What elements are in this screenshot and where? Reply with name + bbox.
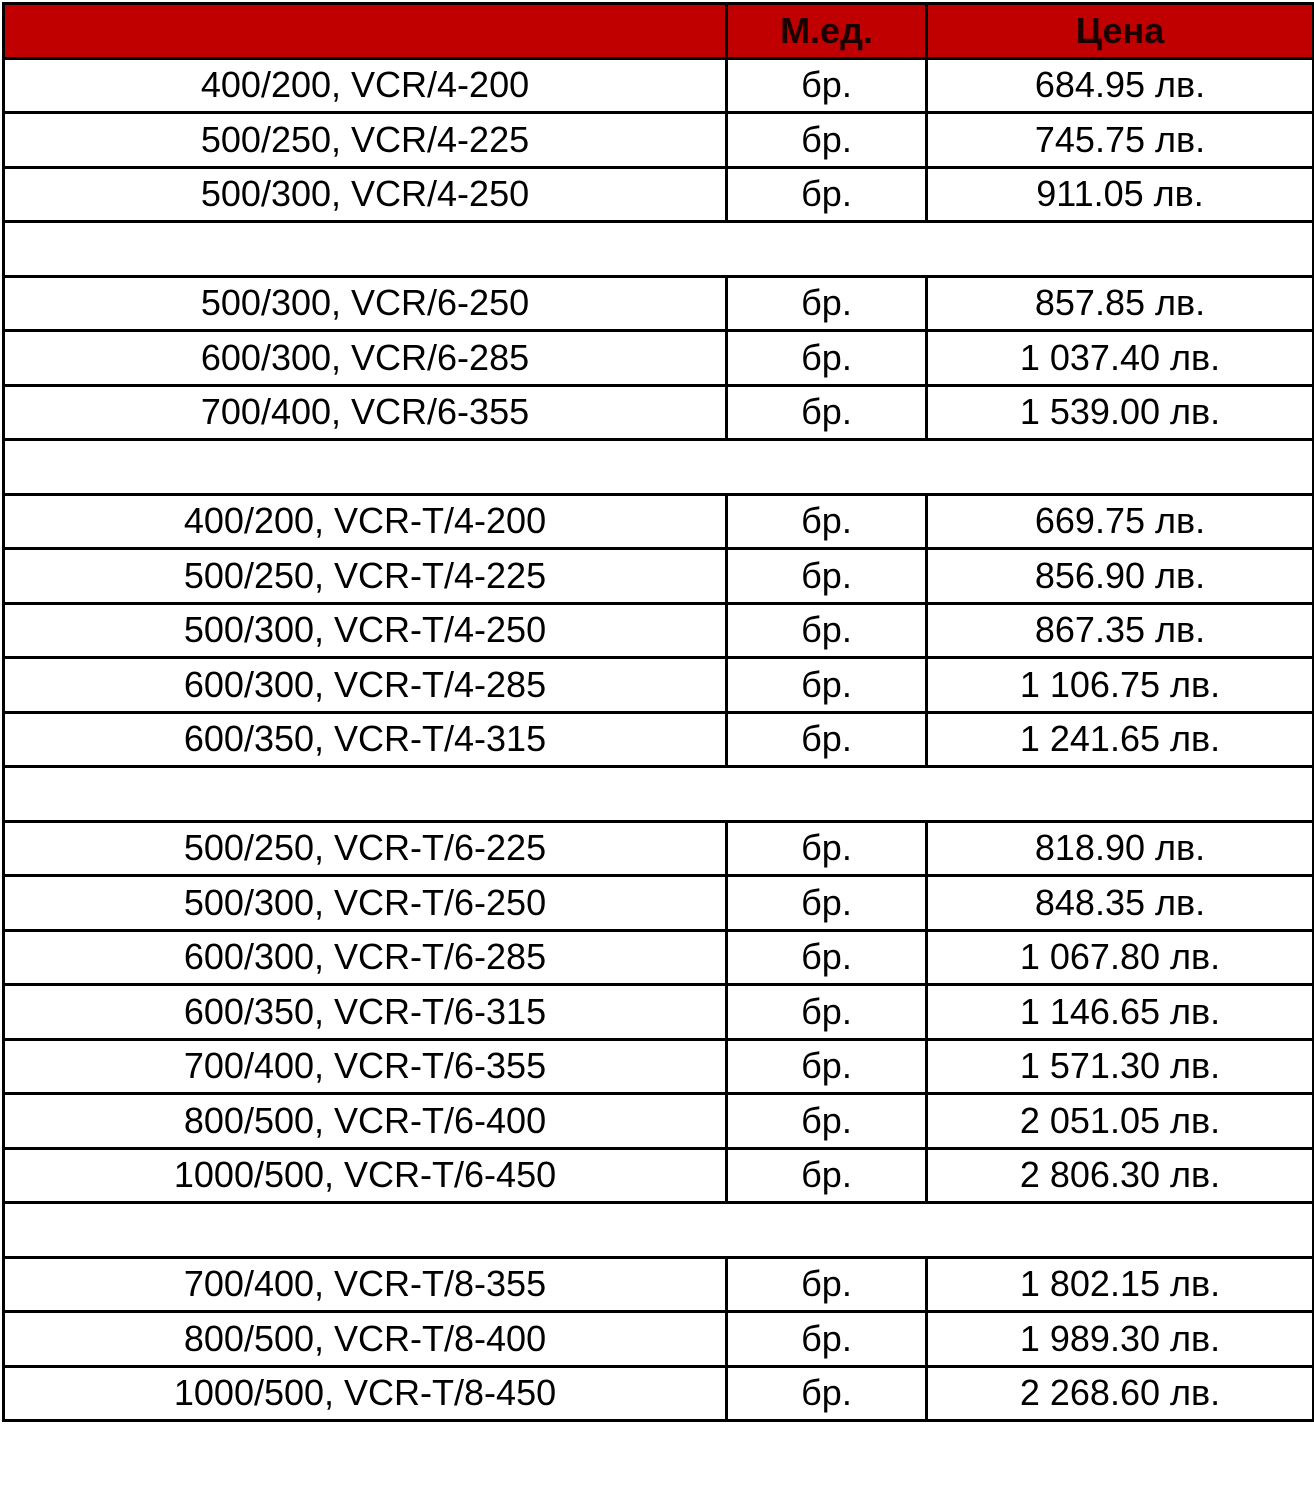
- spacer-row: [4, 222, 1314, 277]
- cell-unit: бр.: [727, 494, 927, 549]
- cell-product: 700/400, VCR-T/8-355: [4, 1257, 727, 1312]
- cell-product: 600/350, VCR-T/4-315: [4, 712, 727, 767]
- table-row: [4, 1366, 1314, 1421]
- cell-product: 500/300, VCR/6-250: [4, 276, 727, 331]
- table-row: [4, 58, 1314, 113]
- cell-unit: бр.: [727, 385, 927, 440]
- cell-price: 1 037.40 лв.: [927, 331, 1314, 386]
- cell-product: 500/250, VCR-T/6-225: [4, 821, 727, 876]
- spacer-row: [4, 767, 1314, 822]
- cell-unit: бр.: [727, 1312, 927, 1367]
- table-row: [4, 821, 1314, 876]
- cell-product: 700/400, VCR-T/6-355: [4, 1039, 727, 1094]
- cell-price: 745.75 лв.: [927, 113, 1314, 168]
- spacer-cell: [4, 440, 1314, 495]
- cell-product: 500/300, VCR/4-250: [4, 167, 727, 222]
- price-table: [2, 2, 1314, 1422]
- cell-unit: бр.: [727, 276, 927, 331]
- table-row: [4, 331, 1314, 386]
- cell-price: 1 802.15 лв.: [927, 1257, 1314, 1312]
- header-unit: М.ед.: [727, 4, 927, 59]
- table-row: [4, 276, 1314, 331]
- spacer-cell: [4, 222, 1314, 277]
- cell-unit: бр.: [727, 549, 927, 604]
- table-row: [4, 712, 1314, 767]
- cell-price: 857.85 лв.: [927, 276, 1314, 331]
- cell-price: 2 051.05 лв.: [927, 1094, 1314, 1149]
- cell-price: 1 241.65 лв.: [927, 712, 1314, 767]
- cell-unit: бр.: [727, 1039, 927, 1094]
- cell-unit: бр.: [727, 1257, 927, 1312]
- cell-unit: бр.: [727, 985, 927, 1040]
- cell-product: 500/250, VCR-T/4-225: [4, 549, 727, 604]
- cell-price: 1 989.30 лв.: [927, 1312, 1314, 1367]
- cell-product: 1000/500, VCR-T/8-450: [4, 1366, 727, 1421]
- cell-product: 600/300, VCR/6-285: [4, 331, 727, 386]
- cell-product: 800/500, VCR-T/8-400: [4, 1312, 727, 1367]
- cell-unit: бр.: [727, 1366, 927, 1421]
- cell-price: 1 067.80 лв.: [927, 930, 1314, 985]
- table-row: [4, 876, 1314, 931]
- cell-price: 1 146.65 лв.: [927, 985, 1314, 1040]
- cell-product: 600/300, VCR-T/6-285: [4, 930, 727, 985]
- cell-price: 848.35 лв.: [927, 876, 1314, 931]
- cell-unit: бр.: [727, 876, 927, 931]
- spacer-row: [4, 440, 1314, 495]
- cell-product: 500/300, VCR-T/4-250: [4, 603, 727, 658]
- spacer-cell: [4, 767, 1314, 822]
- table-row: [4, 113, 1314, 168]
- cell-unit: бр.: [727, 712, 927, 767]
- cell-product: 1000/500, VCR-T/6-450: [4, 1148, 727, 1203]
- header-row: [4, 4, 1314, 59]
- cell-product: 400/200, VCR/4-200: [4, 58, 727, 113]
- table-row: [4, 603, 1314, 658]
- table-body: [4, 58, 1314, 1421]
- cell-product: 600/350, VCR-T/6-315: [4, 985, 727, 1040]
- header-product: [4, 4, 727, 59]
- cell-unit: бр.: [727, 930, 927, 985]
- cell-unit: бр.: [727, 167, 927, 222]
- cell-price: 1 106.75 лв.: [927, 658, 1314, 713]
- cell-product: 500/250, VCR/4-225: [4, 113, 727, 168]
- spacer-row: [4, 1203, 1314, 1258]
- cell-price: 2 806.30 лв.: [927, 1148, 1314, 1203]
- cell-price: 1 539.00 лв.: [927, 385, 1314, 440]
- cell-price: 2 268.60 лв.: [927, 1366, 1314, 1421]
- cell-product: 400/200, VCR-T/4-200: [4, 494, 727, 549]
- table-row: [4, 1039, 1314, 1094]
- table-row: [4, 658, 1314, 713]
- table-row: [4, 985, 1314, 1040]
- cell-unit: бр.: [727, 603, 927, 658]
- cell-price: 867.35 лв.: [927, 603, 1314, 658]
- cell-unit: бр.: [727, 658, 927, 713]
- table-header: [4, 4, 1314, 59]
- table-row: [4, 1094, 1314, 1149]
- cell-unit: бр.: [727, 58, 927, 113]
- table-row: [4, 549, 1314, 604]
- cell-unit: бр.: [727, 113, 927, 168]
- table-row: [4, 1312, 1314, 1367]
- cell-unit: бр.: [727, 1094, 927, 1149]
- cell-product: 800/500, VCR-T/6-400: [4, 1094, 727, 1149]
- cell-price: 818.90 лв.: [927, 821, 1314, 876]
- cell-unit: бр.: [727, 821, 927, 876]
- header-price: Цена: [927, 4, 1314, 59]
- cell-price: 856.90 лв.: [927, 549, 1314, 604]
- cell-unit: бр.: [727, 1148, 927, 1203]
- table-row: [4, 1148, 1314, 1203]
- cell-price: 911.05 лв.: [927, 167, 1314, 222]
- spacer-cell: [4, 1203, 1314, 1258]
- cell-product: 700/400, VCR/6-355: [4, 385, 727, 440]
- table-row: [4, 1257, 1314, 1312]
- cell-product: 500/300, VCR-T/6-250: [4, 876, 727, 931]
- table-row: [4, 494, 1314, 549]
- table-row: [4, 930, 1314, 985]
- cell-unit: бр.: [727, 331, 927, 386]
- cell-price: 669.75 лв.: [927, 494, 1314, 549]
- cell-product: 600/300, VCR-T/4-285: [4, 658, 727, 713]
- cell-price: 684.95 лв.: [927, 58, 1314, 113]
- table-row: [4, 167, 1314, 222]
- table-row: [4, 385, 1314, 440]
- cell-price: 1 571.30 лв.: [927, 1039, 1314, 1094]
